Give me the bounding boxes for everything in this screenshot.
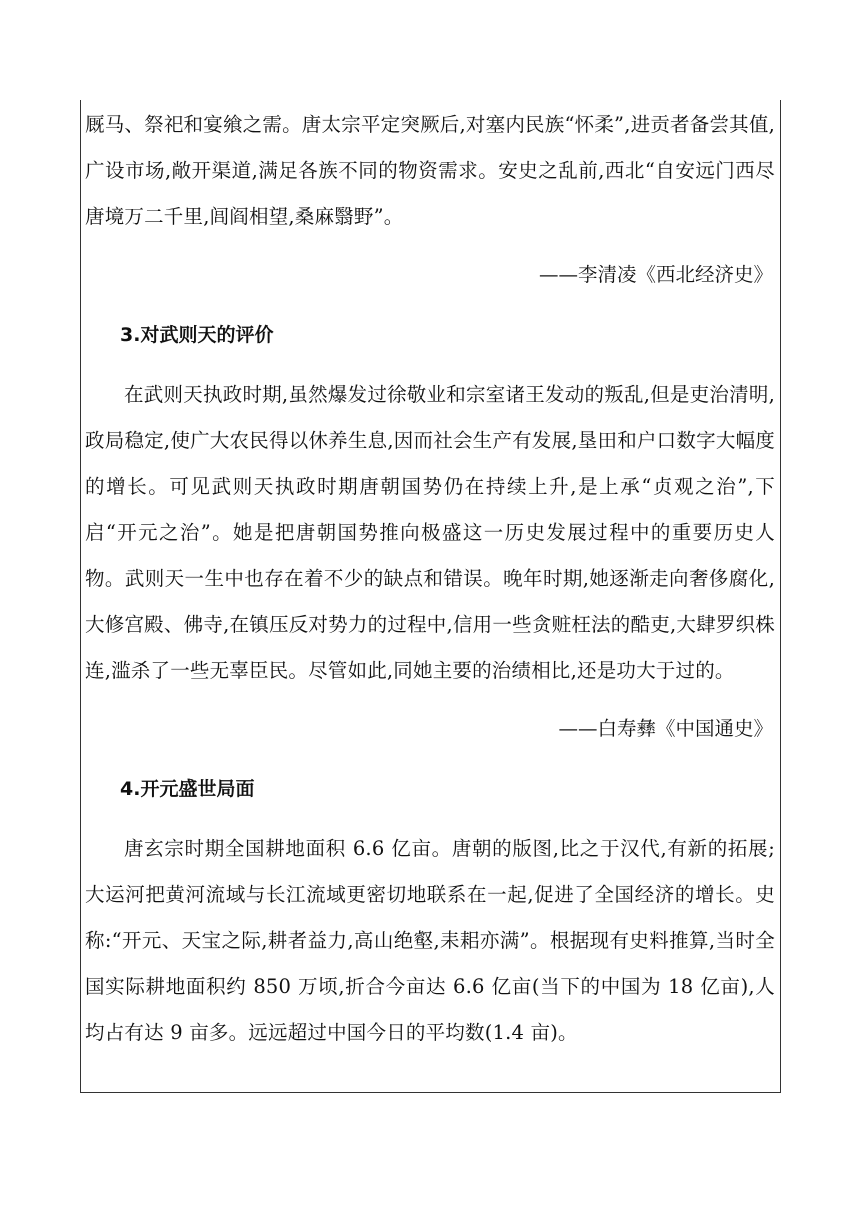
source-citation: ——李清凌《西北经济史》 bbox=[538, 263, 773, 286]
continued-paragraph: 厩马、祭祀和宴飨之需。唐太宗平定突厥后,对塞内民族“怀柔”,进贡者备尝其值,广设市场,敞开渠道,满足各族不同的物资需求。安史之乱前,西北“自安远门西尽唐境万二千里,闾阎相望,桑麻翳野”。 bbox=[85, 113, 775, 228]
section-paragraph: 唐玄宗时期全国耕地面积 6.6 亿亩。唐朝的版图,比之于汉代,有新的拓展;大运河把黄河流域与长江流域更密切地联系在一起,促进了全国经济的增长。史称:“开元、天宝之际,耕者益力,高山绝壑,耒耜亦满”。根据现有史料推算,当时全国实际耕地面积约 850 万顷,折合今亩达 6.6 亿亩(当下的中国为 18 亿亩),人均占有达 9 亩多。远远超过中国今日的平均数(1.4 亩)。 bbox=[85, 837, 775, 1044]
section-heading: 4.开元盛世局面 bbox=[120, 778, 255, 800]
section-paragraph: 在武则天执政时期,虽然爆发过徐敬业和宗室诸王发动的叛乱,但是吏治清明,政局稳定,使广大农民得以休养生息,因而社会生产有发展,垦田和户口数字大幅度的增长。可见武则天执政时期唐朝国势仍在持续上升,是上承“贞观之治”,下启“开元之治”。她是把唐朝国势推向极盛这一历史发展过程中的重要历史人物。武则天一生中也存在着不少的缺点和错误。晚年时期,她逐渐走向奢侈腐化,大修宫殿、佛寺,在镇压反对势力的过程中,信用一些贪赃枉法的酷吏,大肆罗织株连,滥杀了一些无辜臣民。尽管如此,同她主要的治绩相比,还是功大于过的。 bbox=[85, 383, 775, 682]
source-citation: ——白寿彝《中国通史》 bbox=[558, 717, 773, 740]
document-content bbox=[85, 102, 775, 1056]
section-heading: 3.对武则天的评价 bbox=[120, 324, 274, 346]
